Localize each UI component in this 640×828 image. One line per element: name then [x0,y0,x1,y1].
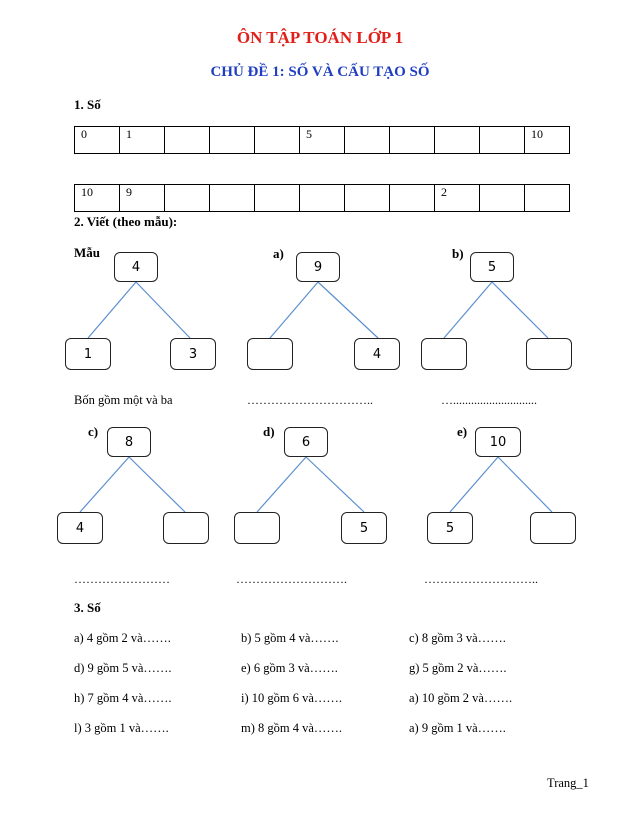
tree-top-box: 8 [107,427,151,457]
connector-line [80,457,129,512]
cell[interactable]: 5 [300,127,345,154]
exercise-item[interactable]: e) 6 gồm 3 và……. [241,661,338,675]
connector-line [498,457,552,512]
connector-line [318,282,378,338]
tree-label-e: e) [457,424,468,439]
cell[interactable]: 0 [75,127,120,154]
answer-blank-b[interactable]: …............................ [441,393,537,407]
connector-line [270,282,318,338]
section-1-heading: 1. Số [74,97,101,112]
exercise-item[interactable]: d) 9 gồm 5 và……. [74,661,172,675]
cell[interactable]: 10 [525,127,570,154]
tree-top-box: 6 [284,427,328,457]
exercise-item[interactable]: a) 10 gồm 2 và……. [409,691,513,705]
tree-left-box[interactable] [247,338,293,370]
connector-line [88,282,136,338]
answer-blank-c[interactable]: …………………… [74,572,170,586]
tree-label-a: a) [273,246,284,261]
tree-left-box[interactable] [234,512,280,544]
cell[interactable]: 2 [435,185,480,212]
connector-line [257,457,306,512]
answer-blank-a[interactable]: ………………………….. [247,393,373,407]
exercise-item[interactable]: g) 5 gồm 2 và……. [409,661,507,675]
section-3-heading: 3. Số [74,600,101,615]
tree-left-box[interactable]: 4 [57,512,103,544]
tree-right-box[interactable]: 5 [341,512,387,544]
connector-line [450,457,498,512]
cell[interactable]: 10 [75,185,120,212]
answer-blank-d[interactable]: ………………………. [236,572,347,586]
tree-top-box: 10 [475,427,521,457]
exercise-item[interactable]: h) 7 gồm 4 và……. [74,691,172,705]
exercise-item[interactable]: a) 9 gồm 1 và……. [409,721,506,735]
tree-right-box[interactable] [163,512,209,544]
section-2-heading: 2. Viết (theo mẫu): [74,214,178,229]
tree-right-box[interactable] [526,338,572,370]
tree-left-box[interactable] [421,338,467,370]
connector-line [129,457,185,512]
tree-left-box[interactable]: 5 [427,512,473,544]
exercise-item[interactable]: a) 4 gồm 2 và……. [74,631,171,645]
connector-line [136,282,190,338]
tree-top-box: 5 [470,252,514,282]
page-title: ÔN TẬP TOÁN LỚP 1 [236,28,404,47]
cell[interactable]: 9 [120,185,165,212]
exercise-item[interactable]: i) 10 gồm 6 và……. [241,691,343,705]
connector-line [306,457,364,512]
tree-right-box[interactable] [530,512,576,544]
tree-right-box[interactable]: 3 [170,338,216,370]
exercise-item[interactable]: l) 3 gồm 1 và……. [74,721,169,735]
tree-left-box[interactable]: 1 [65,338,111,370]
sample-answer: Bốn gồm một và ba [74,393,173,407]
tree-top-box: 9 [296,252,340,282]
sample-label: Mẫu [74,245,100,260]
tree-top-box: 4 [114,252,158,282]
exercise-item[interactable]: m) 8 gồm 4 và……. [241,721,343,735]
connector-line [492,282,548,338]
connector-line [444,282,492,338]
tree-label-b: b) [452,246,464,261]
exercise-item[interactable]: b) 5 gồm 4 và……. [241,631,339,645]
page-subtitle: CHỦ ĐỀ 1: SỐ VÀ CẤU TẠO SỐ [210,64,430,80]
tree-right-box[interactable]: 4 [354,338,400,370]
answer-blank-e[interactable]: ……………………….. [424,572,538,586]
tree-label-d: d) [263,424,275,439]
page-number: Trang_1 [547,776,589,790]
tree-label-c: c) [88,424,99,439]
cell[interactable]: 1 [120,127,165,154]
exercise-item[interactable]: c) 8 gồm 3 và……. [409,631,506,645]
